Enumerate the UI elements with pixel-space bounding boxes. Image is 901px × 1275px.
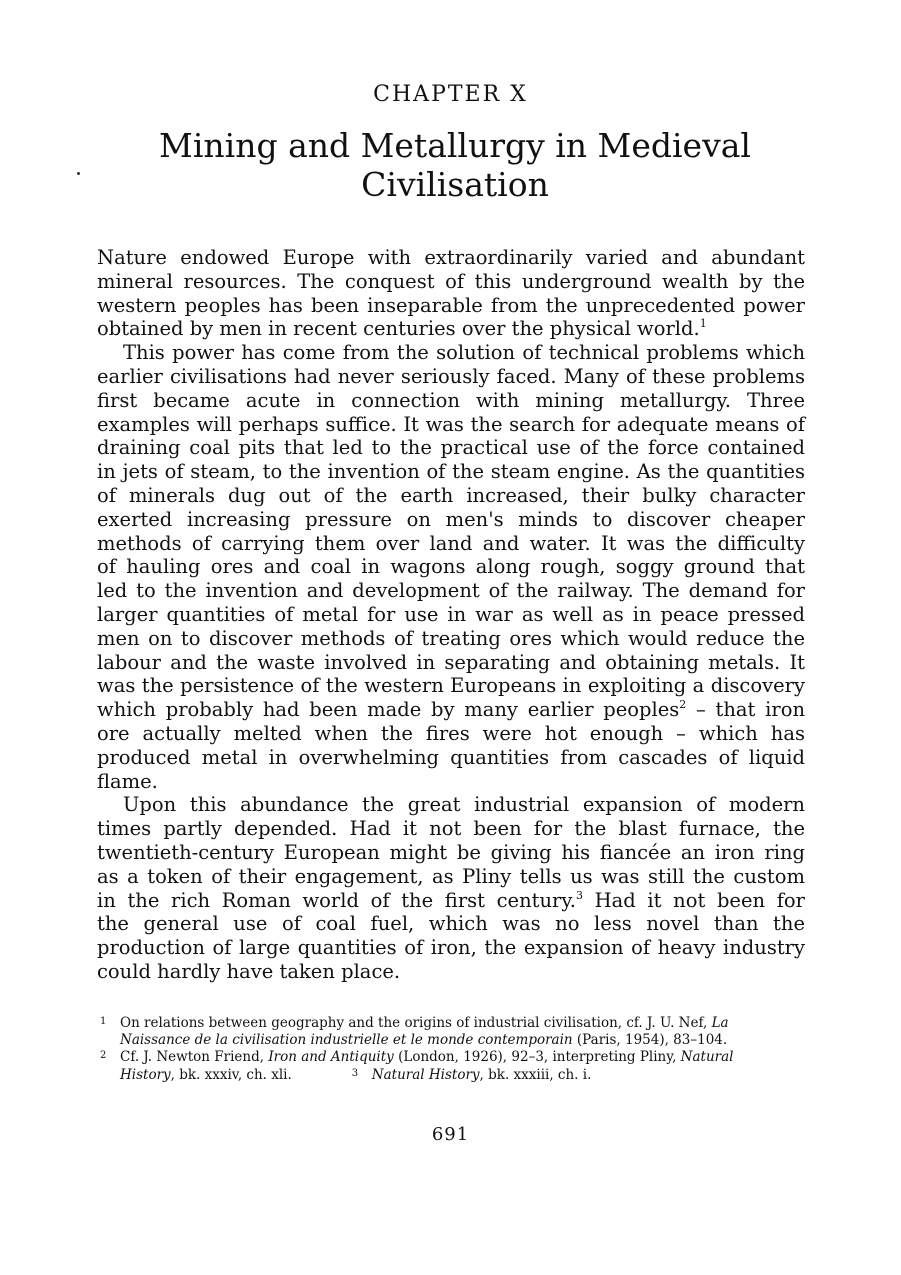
page-number: 691	[431, 1124, 470, 1145]
footnotes	[100, 1014, 802, 1083]
text-line: obtained by men in recent centuries over the physical world.$^1$	[97, 317, 707, 341]
text-line: the general use of coal fuel, which was no less novel than the	[97, 912, 805, 936]
text-line: draining coal pits that led to the practical use of the force contained	[97, 436, 805, 460]
paragraph	[97, 793, 805, 983]
text-line: in the rich Roman world of the first century.$^3$ Had it not been for	[97, 888, 805, 912]
stray-mark	[77, 172, 80, 175]
text-line: mineral resources. The conquest of this underground wealth by the	[97, 269, 805, 293]
text-line: labour and the waste involved in separating and obtaining metals. It	[97, 650, 805, 674]
footnote-3: 3 Natural History, bk. xxxiii, ch. i.	[351, 1066, 592, 1083]
text-line: western peoples has been inseparable from the unprecedented power	[97, 293, 805, 317]
paragraph	[97, 341, 805, 793]
chapter-title-line: Mining and Metallurgy in Medieval	[159, 126, 751, 165]
body-text	[97, 246, 805, 984]
text-line: of hauling ores and coal in wagons along rough, soggy ground that	[97, 555, 805, 579]
footnote-ref: 3	[576, 888, 583, 902]
text-line: first became acute in connection with mining metallurgy. Three	[97, 388, 805, 412]
text-line: methods of carrying them over land and water. It was the difficulty	[97, 531, 805, 555]
chapter-title-line: Civilisation	[361, 165, 549, 204]
paragraph	[97, 246, 805, 341]
text-line: earlier civilisations had never seriously faced. Many of these problems	[97, 364, 805, 388]
text-line: in jets of steam, to the invention of the steam engine. As the quantities	[97, 460, 805, 484]
text-line: examples will perhaps suffice. It was the search for adequate means of	[97, 412, 805, 436]
text-line: led to the invention and development of the railway. The demand for	[97, 579, 805, 603]
text-line: times partly depended. Had it not been for the blast furnace, the	[97, 817, 805, 841]
text-line: larger quantities of metal for use in war as well as in peace pressed	[97, 602, 805, 626]
footnote-number: 3	[351, 1067, 359, 1079]
text-line: twentieth-century European might be giving his fiancée an iron ring	[97, 840, 805, 864]
text-line: This power has come from the solution of technical problems which	[123, 341, 805, 365]
text-line: flame.	[97, 769, 158, 793]
footnote-number: 2	[100, 1050, 107, 1062]
text-line: could hardly have taken place.	[97, 959, 401, 983]
text-line: men on to discover methods of treating ores which would reduce the	[97, 626, 805, 650]
text-line: production of large quantities of iron, the expansion of heavy industry	[97, 936, 805, 960]
text-line: Upon this abundance the great industrial expansion of modern	[123, 793, 805, 817]
text-line: was the persistence of the western Europeans in exploiting a discovery	[97, 674, 805, 698]
text-line: of minerals dug out of the earth increased, their bulky character	[97, 483, 805, 507]
footnote-2: 2 Cf. J. Newton Friend, Iron and Antiquity (London, 1926), 92–3, interpreting Pliny, Natural	[100, 1049, 734, 1066]
text-line: Nature endowed Europe with extraordinarily varied and abundant	[97, 246, 805, 269]
chapter-title	[130, 126, 780, 204]
chapter-label: CHAPTER X	[373, 82, 528, 107]
text-line: as a token of their engagement, as Pliny tells us was still the custom	[97, 864, 805, 888]
footnote-ref: 1	[699, 317, 707, 331]
footnote-1: 1 On relations between geography and the origins of industrial civilisation, cf. J. U. Nef, La	[100, 1015, 729, 1031]
footnote-number: 1	[100, 1016, 107, 1027]
footnote-1-continued: Naissance de la civilisation industrielle et le monde contemporain (Paris, 1954), 83–104.	[120, 1031, 728, 1048]
footnote-2-continued: History, bk. xxxiv, ch. xli. 3 Natural History, bk. xxxiii, ch. i.	[120, 1066, 592, 1083]
footnote-ref: 2	[679, 698, 687, 712]
text-line: which probably had been made by many earlier peoples$^2$ – that iron	[97, 698, 805, 722]
text-line: ore actually melted when the fires were hot enough – which has	[97, 721, 805, 745]
text-line: produced metal in overwhelming quantities from cascades of liquid	[97, 745, 805, 769]
text-line: exerted increasing pressure on men's minds to discover cheaper	[97, 507, 805, 531]
